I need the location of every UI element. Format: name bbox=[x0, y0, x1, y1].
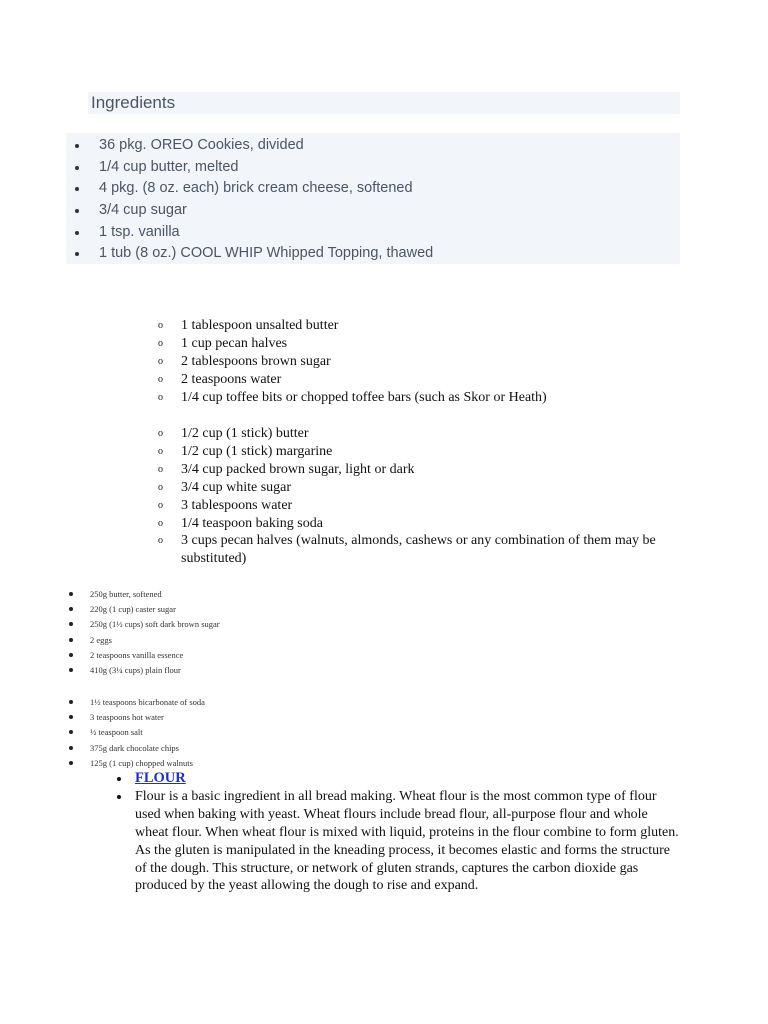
ingredient-item: 1/4 cup butter, melted bbox=[66, 157, 433, 179]
list-item bbox=[158, 532, 691, 568]
list-item: 2 eggs bbox=[68, 633, 220, 648]
list-item: 375g dark chocolate chips bbox=[68, 741, 205, 756]
list-item: 2 teaspoons vanilla essence bbox=[68, 648, 220, 663]
list-item-text: 1/4 teaspoon baking soda bbox=[181, 515, 323, 531]
list-item bbox=[158, 317, 691, 335]
list-item-text: 1/2 cup (1 stick) butter bbox=[181, 426, 309, 441]
list-item bbox=[158, 461, 691, 479]
ingredient-item: 1 tsp. vanilla bbox=[66, 222, 433, 244]
list-item-text: 3 cups pecan halves (walnuts, almonds, cashews or any combination of them may be substituted) bbox=[181, 533, 656, 567]
flour-paragraph: Flour is a basic ingredient in all bread making. Wheat flour is the most common type of flour used when baking with yeast. Wheat flours include bread flour, all-purpose flour and whole wheat flour. When wheat flour is mixed with liquid, proteins in the flour combine to form gluten. As the gluten is manipulated in the kneading process, it becomes elastic and forms the structure of the dough. This structure, or network of gluten strands, captures the carbon dioxide gas produced by the yeast allowing the dough to rise and expand. bbox=[115, 788, 682, 895]
circle-bullet-icon: o bbox=[158, 499, 163, 511]
list-item: 220g (1 cup) caster sugar bbox=[68, 602, 220, 617]
circle-bullet-icon: o bbox=[158, 391, 163, 403]
ingredients-heading: Ingredients bbox=[88, 92, 680, 114]
ingredient-item: 3/4 cup sugar bbox=[66, 200, 433, 222]
list-item: 250g (1½ cups) soft dark brown sugar bbox=[68, 617, 220, 632]
list-item-text: 3/4 cup white sugar bbox=[181, 479, 292, 495]
ingredient-item: 4 pkg. (8 oz. each) brick cream cheese, softened bbox=[66, 178, 433, 200]
circle-bullet-icon: o bbox=[158, 445, 163, 457]
pecan-list-1 bbox=[158, 317, 691, 407]
list-item bbox=[158, 497, 691, 515]
list-item-text: 2 teaspoons water bbox=[181, 371, 282, 387]
flour-link[interactable]: FLOUR bbox=[135, 770, 186, 786]
list-item-text: 1 cup pecan halves bbox=[181, 335, 288, 351]
list-item bbox=[158, 479, 691, 497]
pecan-list-2 bbox=[158, 425, 691, 568]
list-item bbox=[158, 443, 691, 461]
circle-bullet-icon: o bbox=[158, 463, 163, 475]
list-item-text: 3 tablespoons water bbox=[181, 497, 293, 513]
list-item-text: 2 tablespoons brown sugar bbox=[181, 353, 331, 369]
list-item: 125g (1 cup) chopped walnuts bbox=[68, 756, 205, 771]
circle-bullet-icon: o bbox=[158, 517, 163, 529]
ingredient-item: 1 tub (8 oz.) COOL WHIP Whipped Topping, thawed bbox=[66, 243, 433, 265]
list-item bbox=[158, 371, 691, 389]
list-item-text: 3/4 cup packed brown sugar, light or dark bbox=[181, 461, 415, 477]
list-item bbox=[158, 335, 691, 353]
ingredient-item: 36 pkg. OREO Cookies, divided bbox=[66, 135, 433, 157]
list-item-text: 1/2 cup (1 stick) margarine bbox=[181, 443, 333, 459]
list-item: 250g butter, softened bbox=[68, 587, 220, 602]
list-item bbox=[158, 515, 691, 533]
circle-bullet-icon: o bbox=[158, 337, 163, 349]
cookie-list-2 bbox=[68, 695, 205, 771]
ingredients-list bbox=[66, 135, 433, 265]
flour-list bbox=[115, 770, 682, 895]
list-item: 1½ teaspoons bicarbonate of soda bbox=[68, 695, 205, 710]
cookie-list-1 bbox=[68, 587, 220, 678]
list-item: ½ teaspoon salt bbox=[68, 725, 205, 740]
list-item-text: 1/4 cup toffee bits or chopped toffee bars (such as Skor or Heath) bbox=[181, 389, 547, 405]
circle-bullet-icon: o bbox=[158, 535, 163, 547]
circle-bullet-icon: o bbox=[158, 320, 163, 331]
circle-bullet-icon: o bbox=[158, 355, 163, 367]
list-item bbox=[158, 425, 691, 443]
list-item: 3 teaspoons hot water bbox=[68, 710, 205, 725]
circle-bullet-icon: o bbox=[158, 481, 163, 493]
circle-bullet-icon: o bbox=[158, 373, 163, 385]
list-item bbox=[158, 389, 691, 407]
list-item-text: 1 tablespoon unsalted butter bbox=[181, 318, 339, 333]
flour-link-item bbox=[115, 770, 682, 788]
list-item bbox=[158, 353, 691, 371]
list-item: 410g (3¼ cups) plain flour bbox=[68, 663, 220, 678]
circle-bullet-icon: o bbox=[158, 428, 163, 439]
